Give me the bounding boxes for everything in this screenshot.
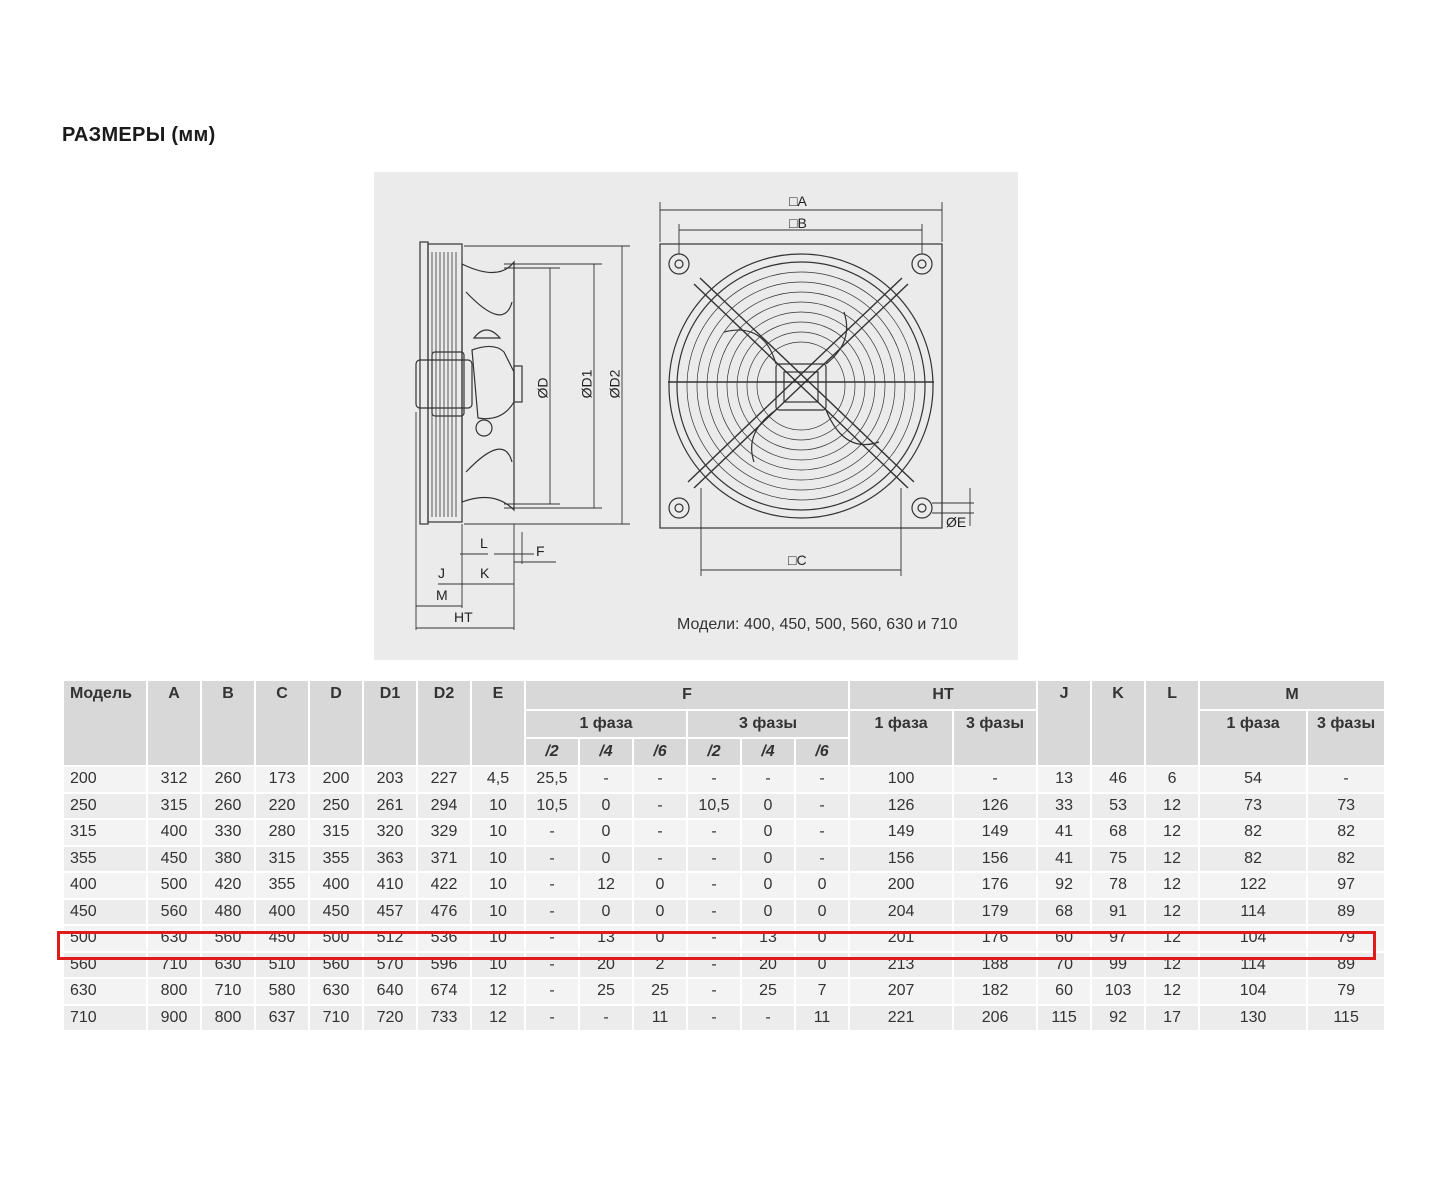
model-cell: 315 — [63, 819, 147, 846]
table-cell: 10 — [471, 819, 525, 846]
table-cell: 126 — [849, 793, 953, 820]
table-cell: 126 — [953, 793, 1037, 820]
table-cell: 156 — [953, 846, 1037, 873]
table-cell: 73 — [1307, 793, 1385, 820]
table-cell: 20 — [579, 952, 633, 979]
table-row — [63, 978, 1385, 1005]
model-cell: 710 — [63, 1005, 147, 1032]
table-cell: 25 — [741, 978, 795, 1005]
table-cell: 46 — [1091, 766, 1145, 793]
table-cell: 82 — [1199, 819, 1307, 846]
table-cell: 82 — [1199, 846, 1307, 873]
table-cell: - — [525, 846, 579, 873]
table-cell: 0 — [795, 899, 849, 926]
table-cell: 104 — [1199, 925, 1307, 952]
table-cell: 204 — [849, 899, 953, 926]
table-cell: 800 — [201, 1005, 255, 1032]
table-cell: 10 — [471, 899, 525, 926]
table-cell: 630 — [147, 925, 201, 952]
table-cell: 20 — [741, 952, 795, 979]
table-cell: - — [953, 766, 1037, 793]
table-cell: 640 — [363, 978, 417, 1005]
table-cell: 68 — [1091, 819, 1145, 846]
table-cell: 149 — [953, 819, 1037, 846]
header-f1-p6: /6 — [633, 738, 687, 766]
table-cell: 207 — [849, 978, 953, 1005]
dim-label-j: J — [438, 565, 445, 581]
header-a: A — [147, 680, 201, 766]
table-cell: 12 — [1145, 872, 1199, 899]
table-cell: 250 — [309, 793, 363, 820]
table-cell: 476 — [417, 899, 471, 926]
header-e: E — [471, 680, 525, 766]
table-cell: 41 — [1037, 846, 1091, 873]
table-cell: - — [525, 952, 579, 979]
header-k: K — [1091, 680, 1145, 766]
table-cell: 12 — [1145, 899, 1199, 926]
table-cell: 92 — [1091, 1005, 1145, 1032]
table-row — [63, 819, 1385, 846]
table-cell: 800 — [147, 978, 201, 1005]
table-cell: 97 — [1091, 925, 1145, 952]
table-cell: 480 — [201, 899, 255, 926]
table-cell: 10 — [471, 846, 525, 873]
highlighted-row-500 — [57, 931, 1376, 960]
table-cell: - — [687, 925, 741, 952]
table-cell: - — [795, 766, 849, 793]
table-cell: - — [579, 766, 633, 793]
table-cell: 149 — [849, 819, 953, 846]
header-f-phase1: 1 фаза — [525, 710, 687, 738]
table-cell: 0 — [795, 952, 849, 979]
table-cell: - — [579, 1005, 633, 1032]
table-cell: - — [633, 766, 687, 793]
table-cell: 0 — [741, 819, 795, 846]
dim-label-d2: ØD2 — [606, 369, 623, 399]
table-cell: 79 — [1307, 978, 1385, 1005]
table-cell: - — [687, 819, 741, 846]
dim-label-c: □C — [788, 552, 807, 568]
table-cell: - — [687, 846, 741, 873]
table-cell: 315 — [255, 846, 309, 873]
table-cell: 260 — [201, 766, 255, 793]
table-cell: 11 — [633, 1005, 687, 1032]
table-cell: 12 — [471, 1005, 525, 1032]
table-cell: 176 — [953, 872, 1037, 899]
table-cell: 260 — [201, 793, 255, 820]
table-cell: 13 — [1037, 766, 1091, 793]
table-row — [63, 766, 1385, 793]
table-cell: 176 — [953, 925, 1037, 952]
model-cell: 630 — [63, 978, 147, 1005]
table-cell: 315 — [309, 819, 363, 846]
table-cell: 10 — [471, 793, 525, 820]
header-d1: D1 — [363, 680, 417, 766]
table-cell: 115 — [1307, 1005, 1385, 1032]
table-cell: 41 — [1037, 819, 1091, 846]
table-cell: - — [633, 846, 687, 873]
table-cell: 0 — [741, 846, 795, 873]
table-cell: 450 — [255, 925, 309, 952]
table-cell: 400 — [255, 899, 309, 926]
table-row — [63, 872, 1385, 899]
table-cell: 122 — [1199, 872, 1307, 899]
model-cell: 200 — [63, 766, 147, 793]
table-cell: - — [633, 793, 687, 820]
dim-label-ht: HT — [454, 609, 473, 625]
table-cell: 13 — [741, 925, 795, 952]
header-model: Модель — [63, 680, 147, 766]
dim-label-a: □A — [789, 193, 807, 209]
dim-label-b: □B — [789, 215, 807, 231]
table-cell: 420 — [201, 872, 255, 899]
table-cell: - — [741, 1005, 795, 1032]
header-f1-p2: /2 — [525, 738, 579, 766]
table-cell: 11 — [795, 1005, 849, 1032]
table-cell: - — [633, 819, 687, 846]
table-cell: 312 — [147, 766, 201, 793]
table-body — [63, 766, 1385, 1031]
table-cell: 0 — [579, 819, 633, 846]
model-cell: 355 — [63, 846, 147, 873]
table-cell: 0 — [579, 793, 633, 820]
table-cell: 560 — [147, 899, 201, 926]
table-cell: 0 — [795, 872, 849, 899]
table-cell: 2 — [633, 952, 687, 979]
header-c: C — [255, 680, 309, 766]
table-cell: 179 — [953, 899, 1037, 926]
table-cell: 355 — [309, 846, 363, 873]
header-f-phase3: 3 фазы — [687, 710, 849, 738]
table-cell: 510 — [255, 952, 309, 979]
table-cell: 82 — [1307, 819, 1385, 846]
header-d2: D2 — [417, 680, 471, 766]
table-cell: 674 — [417, 978, 471, 1005]
table-cell: - — [525, 819, 579, 846]
table-cell: 188 — [953, 952, 1037, 979]
table-cell: 25,5 — [525, 766, 579, 793]
page-title: РАЗМЕРЫ (мм) — [62, 124, 216, 146]
table-cell: 173 — [255, 766, 309, 793]
table-cell: 156 — [849, 846, 953, 873]
table-cell: 580 — [255, 978, 309, 1005]
table-cell: 560 — [309, 952, 363, 979]
table-cell: 0 — [633, 925, 687, 952]
table-cell: 182 — [953, 978, 1037, 1005]
table-cell: 0 — [741, 793, 795, 820]
table-cell: 104 — [1199, 978, 1307, 1005]
table-cell: 10,5 — [525, 793, 579, 820]
table-cell: 422 — [417, 872, 471, 899]
table-cell: 0 — [579, 899, 633, 926]
drawing-caption: Модели: 400, 450, 500, 560, 630 и 710 — [677, 616, 958, 633]
table-cell: 73 — [1199, 793, 1307, 820]
table-cell: 355 — [255, 872, 309, 899]
table-cell: 12 — [1145, 846, 1199, 873]
model-cell: 400 — [63, 872, 147, 899]
table-cell: 4,5 — [471, 766, 525, 793]
table-cell: 213 — [849, 952, 953, 979]
table-cell: 450 — [309, 899, 363, 926]
dim-label-f: F — [536, 543, 545, 559]
table-cell: 500 — [147, 872, 201, 899]
table-cell: 261 — [363, 793, 417, 820]
front-view — [660, 244, 942, 528]
table-cell: - — [525, 899, 579, 926]
table-cell: 710 — [201, 978, 255, 1005]
table-cell: 115 — [1037, 1005, 1091, 1032]
table-cell: 13 — [579, 925, 633, 952]
table-cell: 570 — [363, 952, 417, 979]
header-ht-phase3: 3 фазы — [953, 710, 1037, 766]
table-cell: - — [741, 766, 795, 793]
table-row — [63, 846, 1385, 873]
table-cell: 200 — [849, 872, 953, 899]
table-cell: 60 — [1037, 925, 1091, 952]
drawing-svg — [374, 172, 1018, 660]
table-cell: 330 — [201, 819, 255, 846]
model-cell: 450 — [63, 899, 147, 926]
header-f3-p2: /2 — [687, 738, 741, 766]
table-cell: 75 — [1091, 846, 1145, 873]
table-cell: 12 — [1145, 925, 1199, 952]
table-cell: 203 — [363, 766, 417, 793]
table-cell: 12 — [471, 978, 525, 1005]
table-cell: 710 — [309, 1005, 363, 1032]
header-f1-p4: /4 — [579, 738, 633, 766]
table-cell: 53 — [1091, 793, 1145, 820]
table-cell: - — [795, 793, 849, 820]
table-cell: 596 — [417, 952, 471, 979]
table-cell: 97 — [1307, 872, 1385, 899]
dim-label-d1: ØD1 — [578, 369, 595, 399]
table-cell: 68 — [1037, 899, 1091, 926]
table-row — [63, 793, 1385, 820]
table-cell: 33 — [1037, 793, 1091, 820]
table-cell: 89 — [1307, 899, 1385, 926]
table-cell: 0 — [633, 899, 687, 926]
table-cell: 25 — [579, 978, 633, 1005]
table-cell: 114 — [1199, 952, 1307, 979]
table-cell: 221 — [849, 1005, 953, 1032]
table-cell: - — [795, 819, 849, 846]
table-cell: 457 — [363, 899, 417, 926]
table-cell: 114 — [1199, 899, 1307, 926]
table-cell: 512 — [363, 925, 417, 952]
dim-label-k: K — [480, 565, 490, 581]
table-cell: 0 — [741, 872, 795, 899]
table-cell: 10 — [471, 952, 525, 979]
dim-label-e: ØE — [946, 514, 967, 530]
table-cell: 733 — [417, 1005, 471, 1032]
table-cell: 103 — [1091, 978, 1145, 1005]
table-cell: 12 — [1145, 978, 1199, 1005]
table-cell: - — [525, 872, 579, 899]
table-cell: - — [525, 925, 579, 952]
table-cell: - — [687, 978, 741, 1005]
table-cell: 25 — [633, 978, 687, 1005]
table-cell: 710 — [147, 952, 201, 979]
table-cell: - — [687, 872, 741, 899]
table-cell: 637 — [255, 1005, 309, 1032]
header-m-phase3: 3 фазы — [1307, 710, 1385, 766]
header-l: L — [1145, 680, 1199, 766]
table-cell: 0 — [579, 846, 633, 873]
header-f3-p6: /6 — [795, 738, 849, 766]
fan-technical-drawing — [374, 172, 1018, 660]
table-cell: 12 — [579, 872, 633, 899]
table-cell: 7 — [795, 978, 849, 1005]
table-cell: 410 — [363, 872, 417, 899]
table-cell: 60 — [1037, 978, 1091, 1005]
dimensions-table — [62, 679, 1386, 1032]
table-cell: 380 — [201, 846, 255, 873]
header-m-phase1: 1 фаза — [1199, 710, 1307, 766]
table-cell: 100 — [849, 766, 953, 793]
table-cell: - — [525, 1005, 579, 1032]
table-cell: 92 — [1037, 872, 1091, 899]
table-cell: 500 — [309, 925, 363, 952]
header-m: M — [1199, 680, 1385, 710]
table-cell: - — [687, 766, 741, 793]
header-ht: HT — [849, 680, 1037, 710]
table-cell: 450 — [147, 846, 201, 873]
table-cell: 89 — [1307, 952, 1385, 979]
table-cell: - — [1307, 766, 1385, 793]
table-cell: 70 — [1037, 952, 1091, 979]
table-row — [63, 1005, 1385, 1032]
header-ht-phase1: 1 фаза — [849, 710, 953, 766]
table-cell: 201 — [849, 925, 953, 952]
table-cell: 130 — [1199, 1005, 1307, 1032]
table-cell: 371 — [417, 846, 471, 873]
header-f3-p4: /4 — [741, 738, 795, 766]
side-view — [416, 242, 522, 524]
header-j: J — [1037, 680, 1091, 766]
table-cell: 227 — [417, 766, 471, 793]
table-cell: 900 — [147, 1005, 201, 1032]
table-cell: 400 — [147, 819, 201, 846]
table-cell: 294 — [417, 793, 471, 820]
table-cell: 79 — [1307, 925, 1385, 952]
table-cell: 280 — [255, 819, 309, 846]
table-cell: 0 — [741, 899, 795, 926]
table-cell: - — [687, 1005, 741, 1032]
dim-label-m: M — [436, 587, 448, 603]
header-b: B — [201, 680, 255, 766]
table-cell: 400 — [309, 872, 363, 899]
table-cell: - — [525, 978, 579, 1005]
table-cell: 315 — [147, 793, 201, 820]
table-cell: 12 — [1145, 793, 1199, 820]
table-cell: 10,5 — [687, 793, 741, 820]
model-cell: 560 — [63, 952, 147, 979]
table-cell: 12 — [1145, 952, 1199, 979]
model-cell: 250 — [63, 793, 147, 820]
dim-label-l: L — [480, 535, 488, 551]
table-cell: - — [687, 952, 741, 979]
table-cell: 6 — [1145, 766, 1199, 793]
dim-label-d: ØD — [534, 377, 551, 399]
header-d: D — [309, 680, 363, 766]
table-cell: 17 — [1145, 1005, 1199, 1032]
model-cell: 500 — [63, 925, 147, 952]
table-cell: 99 — [1091, 952, 1145, 979]
table-cell: 10 — [471, 925, 525, 952]
table-cell: 206 — [953, 1005, 1037, 1032]
table-cell: 10 — [471, 872, 525, 899]
table-cell: 560 — [201, 925, 255, 952]
table-cell: 630 — [309, 978, 363, 1005]
table-cell: 91 — [1091, 899, 1145, 926]
table-cell: 12 — [1145, 819, 1199, 846]
table-cell: 78 — [1091, 872, 1145, 899]
table-cell: 0 — [633, 872, 687, 899]
table-cell: 320 — [363, 819, 417, 846]
table-cell: 720 — [363, 1005, 417, 1032]
table-cell: 0 — [795, 925, 849, 952]
table-cell: - — [795, 846, 849, 873]
table-cell: 82 — [1307, 846, 1385, 873]
table-cell: 363 — [363, 846, 417, 873]
table-cell: 536 — [417, 925, 471, 952]
table-row — [63, 899, 1385, 926]
table-cell: 630 — [201, 952, 255, 979]
table-cell: 200 — [309, 766, 363, 793]
table-cell: 329 — [417, 819, 471, 846]
table-cell: 54 — [1199, 766, 1307, 793]
table-cell: 220 — [255, 793, 309, 820]
header-f: F — [525, 680, 849, 710]
table-cell: - — [687, 899, 741, 926]
